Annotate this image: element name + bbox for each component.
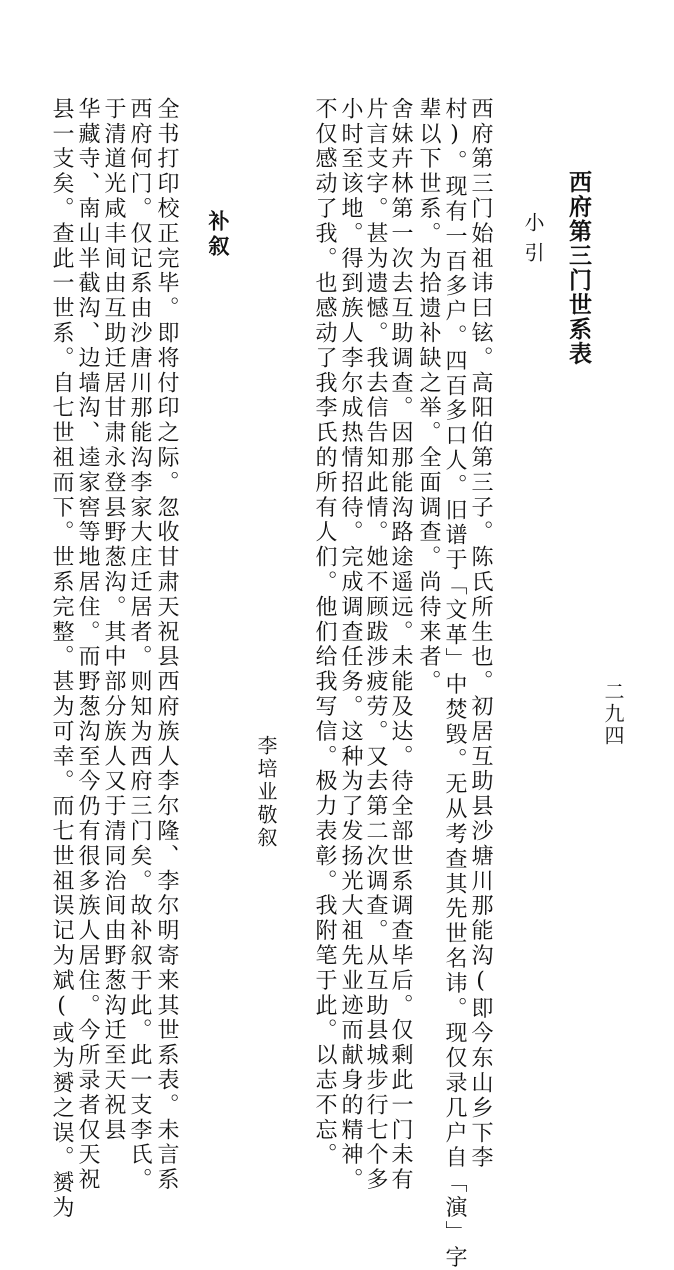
author-signature: 李培业敬叙	[254, 735, 278, 850]
intro-line: 不仅感动了我。也感动了我李氏的所有人们。他们给我写信。极力表彰。我附笔于此。以志不忘。	[312, 97, 337, 1168]
supplement-line: 华藏寺、南山半截沟、边墙沟、逵家窖等地居住。而野葱沟至今仍有很多族人居住。今所录者仅天祝	[75, 97, 100, 1193]
intro-line: 小时至该地。得到族人李尔成热情招待。完成调查任务。这种为了发扬光大祖先业迹而献身的精神。	[338, 97, 363, 1193]
intro-line: 西府第三门始祖讳曰铉。高阳伯第三子。陈氏所生也。初居互助县沙塘川那能沟(即今东山乡下李	[468, 97, 493, 1171]
intro-line: 村)。现有一百多户。四百多口人。旧谱于「文革」中焚毁。无从考查其先世名讳。现仅录几户自「演」字	[442, 97, 467, 1270]
supplement-line: 县一支矣。查此一世系。自七世祖而下。世系完整。甚为可幸。而七世祖误记为斌(或为赟之误。赟为	[49, 97, 74, 1221]
intro-line: 片言支字。甚为遗憾。我去信告知此情。她不顾跋涉疲劳。又去第二次调查。从互助县城步行七个多	[363, 97, 388, 1193]
intro-line: 辈以下世系。为拾遗补缺之举。全面调查。尚待来者。	[416, 97, 441, 695]
supplement-line: 全书打印校正完毕。即将付印之际。忽收甘肃天祝县西府族人李尔隆、李尔明寄来其世系表。未言系	[154, 97, 179, 1193]
page-number: 二九四	[601, 681, 625, 747]
supplement-line: 西府何门。仅记系由沙唐川那能沟李家大庄迁居者。则知为西府三门矣。故补叙于此。此一支李氏。	[127, 97, 152, 1193]
intro-line: 舍妹卉林第一次去互助调查。因那能沟路途遥远。未能及达。待全部世系调查毕后。仅剩此一门未有	[388, 97, 413, 1193]
intro-heading: 小引	[521, 212, 545, 272]
supplement-heading: 补叙	[206, 210, 231, 260]
page-title: 西府第三门世系表	[565, 170, 592, 366]
supplement-line: 于清道光咸丰间由互助迁居甘肃永登县野葱沟。其中部分族人又于清同治间由野葱沟迁至天祝县	[101, 97, 126, 1143]
